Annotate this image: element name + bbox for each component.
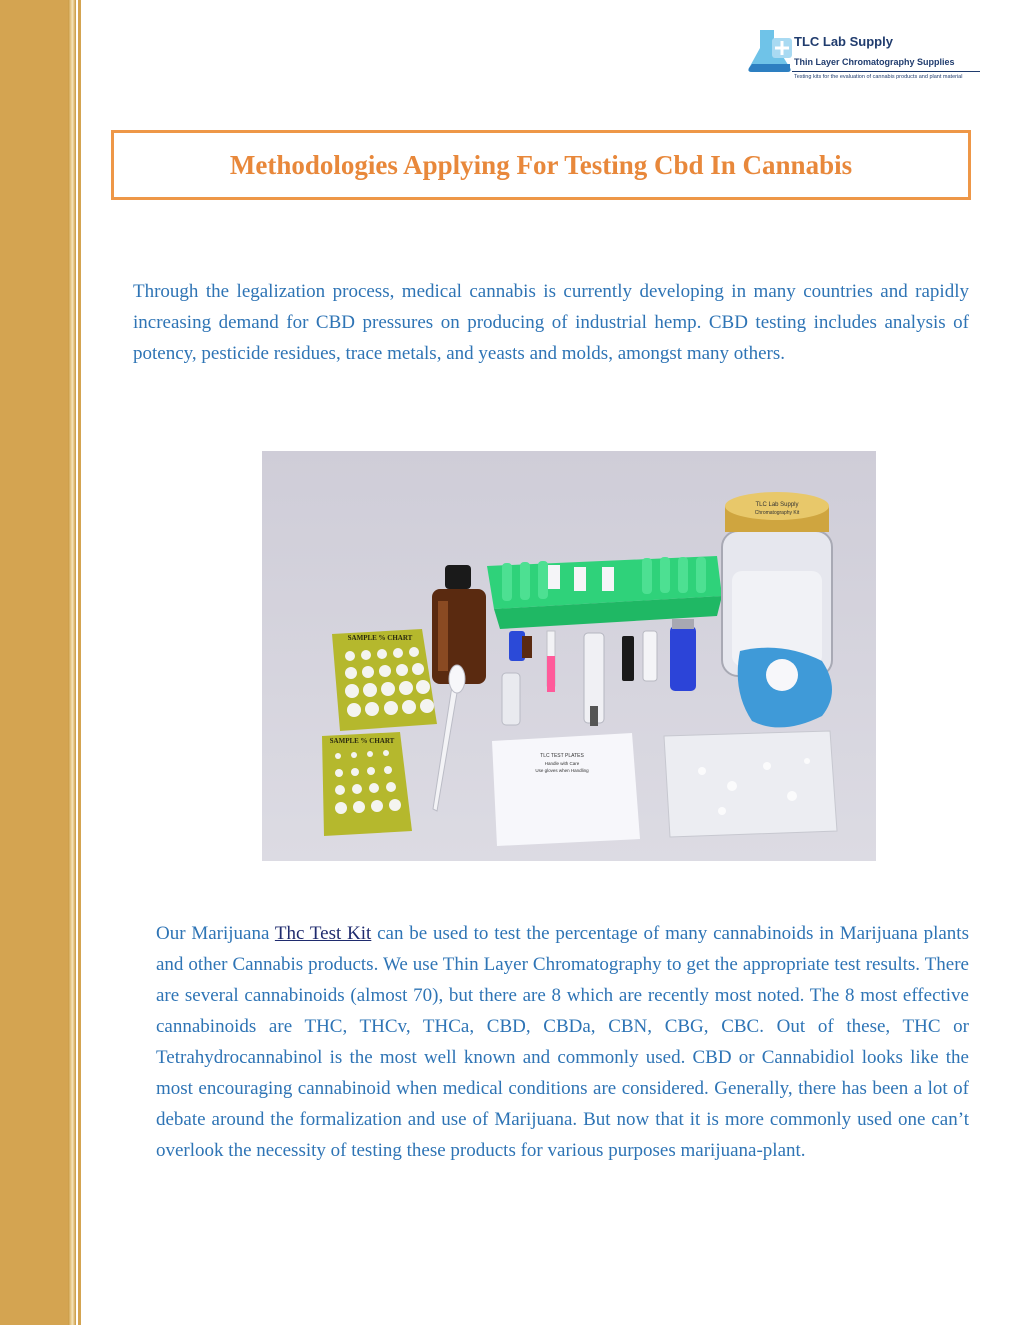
thc-test-kit-photo: [262, 451, 876, 861]
company-logo: [746, 24, 986, 82]
logo-tagline: Testing kits for the evaluation of cannabis products and plant material: [794, 74, 963, 80]
sample-chart-1: [332, 629, 437, 731]
body-text-after-link: can be used to test the percentage of many cannabinoids in Marijuana plants and other Cannabis products. We use Thin Layer Chromatography to get the appropriate test results. There are several cannabinoids (almost 70), but there are 8 which are recently most noted. The 8 most effective cannabinoids are THC, THCv, THCa, CBD, CBDa, CBN, CBG, CBC. Out of these, THC or Tetrahydrocannabinol is the most well known and commonly used. CBD or Cannabidiol looks like the most encouraging cannabinoid when medical conditions are considered. Generally, there has been a lot of debate around the formalization and use of Marijuana. But now that it is more commonly used one can’t overlook the necessity of testing these products for various purposes marijuana-plant.: [156, 923, 969, 1161]
flask-icon: [746, 28, 796, 74]
sample-chart-2: [322, 732, 412, 836]
sample-chart-title-1: SAMPLE % CHART: [347, 634, 413, 642]
sample-chart-title-2: SAMPLE % CHART: [329, 737, 395, 745]
kit-photo-illustration: [262, 451, 876, 861]
plate-label-1: TLC TEST PLATES: [540, 753, 584, 759]
decorative-side-band: [0, 0, 68, 1325]
intro-paragraph: Through the legalization process, medical cannabis is currently developing in many countries and rapidly increasing demand for CBD pressures on producing of industrial hemp. CBD testing includes analysis of potency, pesticide residues, trace metals, and yeasts and molds, amongst many others.: [133, 281, 969, 364]
logo-divider: [792, 71, 980, 72]
plate-label-3: Use gloves when Handling: [535, 768, 589, 773]
decorative-side-line: [78, 0, 81, 1325]
body-paragraph: [156, 918, 969, 1166]
page-title-box: [111, 130, 971, 200]
clear-bag: [664, 731, 837, 837]
test-plates-package: [492, 733, 640, 846]
page-title: Methodologies Applying For Testing Cbd In Cannabis: [229, 149, 853, 180]
blue-gloves: [738, 648, 832, 728]
decorative-side-stripe: [68, 0, 76, 1325]
jar-label-2: Chromatography Kit: [754, 510, 800, 516]
body-text-before-link: Our Marijuana: [156, 923, 275, 944]
logo-title: TLC Lab Supply: [794, 34, 893, 49]
jar-label-1: TLC Lab Supply: [755, 502, 799, 508]
plate-label-2: Handle with Care: [544, 761, 580, 766]
logo-subtitle: Thin Layer Chromatography Supplies: [794, 57, 955, 67]
thc-test-kit-link[interactable]: Thc Test Kit: [274, 923, 372, 944]
